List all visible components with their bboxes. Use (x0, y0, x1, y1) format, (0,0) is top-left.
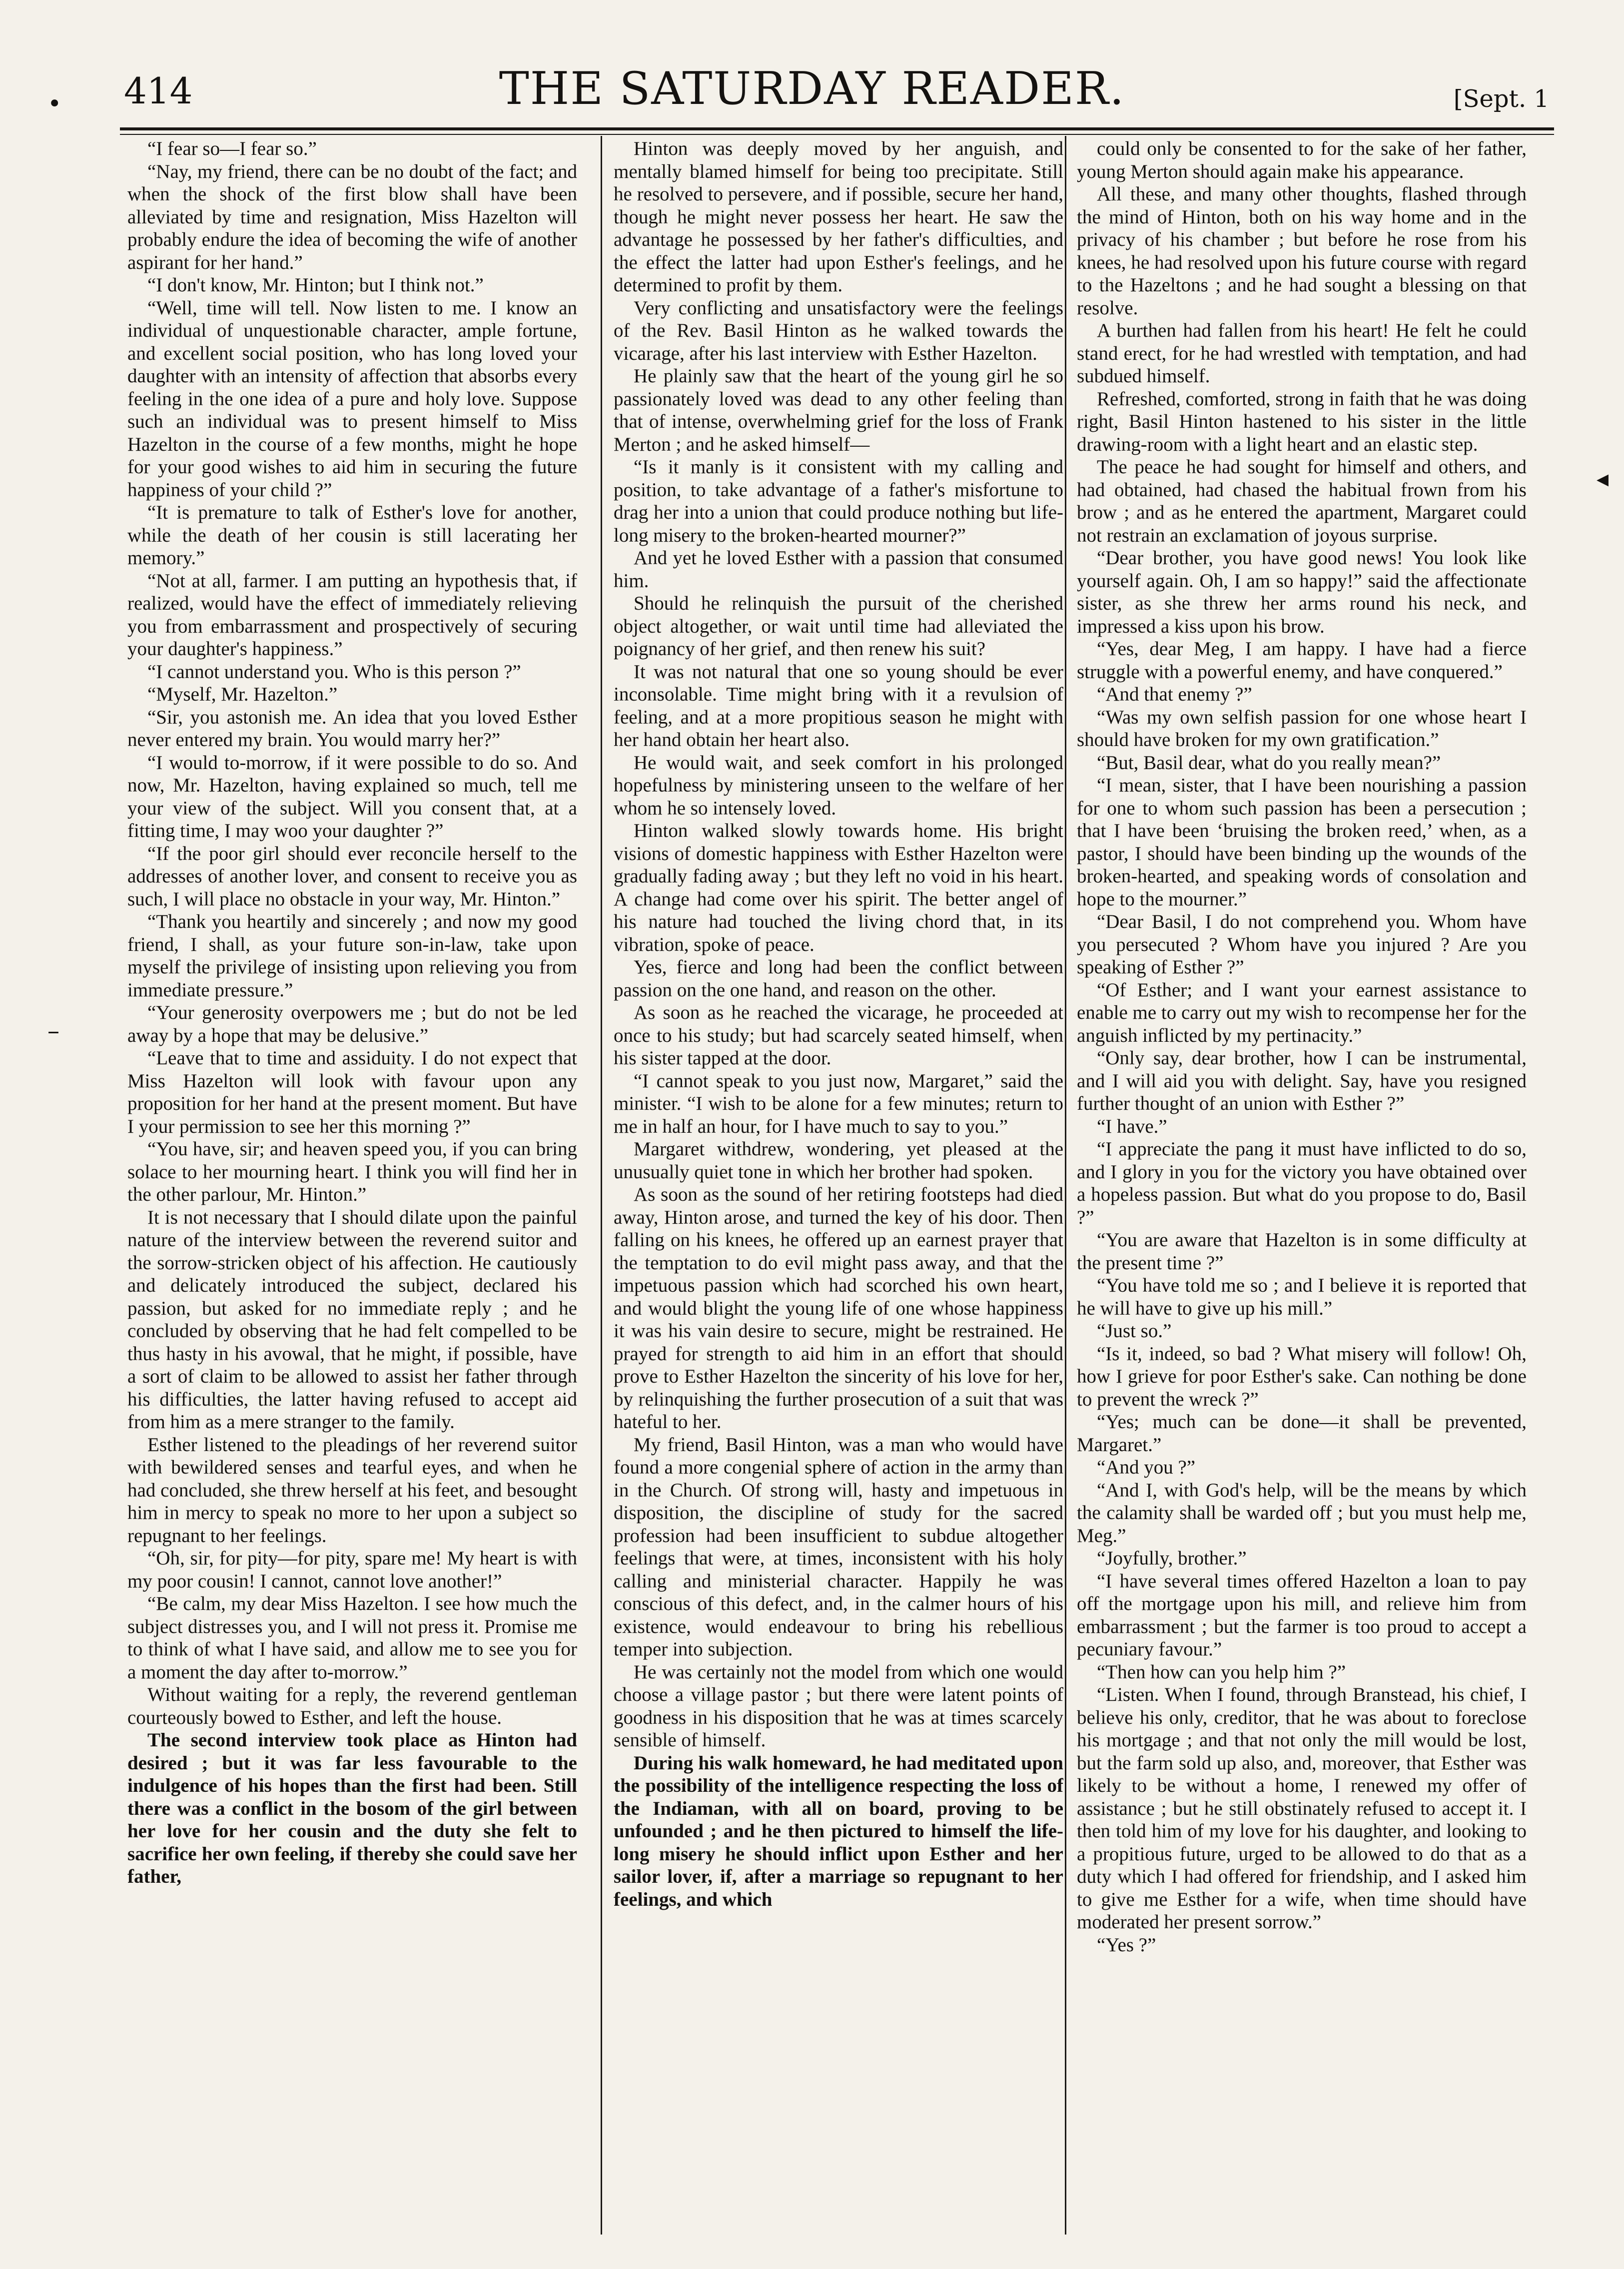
paragraph: “If the poor girl should ever reconcile herself to the addresses of another lover, and consent to receive you as such, I will place no obstacle in your way, Mr. Hinton.” (127, 842, 577, 910)
paragraph: “Your generosity overpowers me ; but do not be led away by a hope that may be delusive.” (127, 1002, 577, 1046)
paragraph: “Well, time will tell. Now listen to me. I know an individual of unquestionable character, ample fortune, and excellent social position, who has long loved your daughter with an intensity of affection that absorbs every feeling in the one idea of a pure and holy love. Suppose such an individual was to present himself to Miss Hazelton in the course of a few months, might he hope for your good wishes to aid him in securing the future happiness of your child ?” (127, 297, 577, 501)
margin-mark-dash: – (47, 1017, 59, 1045)
paragraph: “Be calm, my dear Miss Hazelton. I see how much the subject distresses you, and I will not press it. Promise me to think of what I have said, and allow me to see you for a moment the day after to-morrow.” (127, 1593, 577, 1683)
paragraph: “Was my own selfish passion for one whose heart I should have broken for my own gratification.” (1077, 706, 1527, 751)
paragraph: “Not at all, farmer. I am putting an hypothesis that, if realized, would have the effect of immediately relieving you from embarrassment and prospectively of securing your daughter's happiness.” (127, 570, 577, 660)
margin-mark-left: • (47, 90, 62, 118)
paragraph: “Sir, you astonish me. An idea that you loved Esther never entered my brain. You would marry her?” (127, 706, 577, 751)
text-column-2 (614, 137, 1063, 2236)
paragraph: Esther listened to the pleadings of her reverend suitor with bewildered senses and tearful eyes, and when he had concluded, she threw herself at his feet, and besought him in mercy to speak no more to her upon a subject so repugnant to her feelings. (127, 1434, 577, 1546)
paragraph: “I don't know, Mr. Hinton; but I think not.” (147, 274, 484, 296)
paragraph: As soon as he reached the vicarage, he proceeded at once to his study; but had scarcely seated himself, when his sister tapped at the door. (614, 1002, 1063, 1069)
margin-mark-right: ◂ (1597, 465, 1609, 493)
paragraph: Margaret withdrew, wondering, yet pleased at the unusually quiet tone in which her brother had spoken. (614, 1138, 1063, 1183)
paragraph: Yes, fierce and long had been the conflict between passion on the one hand, and reason on the other. (614, 956, 1063, 1001)
paragraph: Refreshed, comforted, strong in faith that he was doing right, Basil Hinton hastened to his sister in the little drawing-room with a light heart and an elastic step. (1077, 388, 1527, 455)
paragraph: “You are aware that Hazelton is in some difficulty at the present time ?” (1077, 1229, 1527, 1274)
paragraph: Hinton walked slowly towards home. His bright visions of domestic happiness with Esther Hazelton were gradually fading away ; but they left no void in his heart. A change had come over his spirit. The better angel of his nature had touched the living chord that, in its vibration, spoke of peace. (614, 820, 1063, 955)
paragraph: “Yes; much can be done—it shall be prevented, Margaret.” (1077, 1411, 1527, 1456)
paragraph: “Thank you heartily and sincerely ; and now my good friend, I shall, as your future son-in-law, take upon myself the privilege of insisting upon relieving you from immediate pressure.” (127, 911, 577, 1001)
paragraph: “I fear so—I fear so.” (147, 138, 317, 159)
paragraph: As soon as the sound of her retiring footsteps had died away, Hinton arose, and turned the key of his door. Then falling on his knees, he offered up an earnest prayer that the temptation to do evil might pass away, and that the impetuous passion which had scorched his own heart, and would blight the young life of one whose happiness it was his vain desire to secure, might be restrained. He prayed for strength to aid him in an effort that should prove to Esther Hazelton the sincerity of his love for her, by relinquishing the further prosecution of a suit that was hateful to her. (614, 1184, 1063, 1433)
paragraph: Should he relinquish the pursuit of the cherished object altogether, or wait until time had alleviated the poignancy of her grief, and then renew his suit? (614, 593, 1063, 660)
paragraph: He plainly saw that the heart of the young girl he so passionately loved was dead to any other feeling than that of intense, overwhelming grief for the loss of Frank Merton ; and he asked himself— (614, 365, 1063, 455)
paragraph: My friend, Basil Hinton, was a man who would have found a more congenial sphere of action in the army than in the Church. Of strong will, hasty and impetuous in disposition, the discipline of study for the sacred profession had been insufficient to subdue altogether feelings that were, at times, inconsistent with his holy calling and ministerial character. Happily he was conscious of this defect, and, in the calmer hours of his existence, would endeavour to bring his rebellious temper into subjection. (614, 1434, 1063, 1660)
paragraph: “Listen. When I found, through Branstead, his chief, I believe his only, creditor, that he was about to foreclose his mortgage ; and that not only the mill would be lost, but the farm sold up also, and, moreover, that Esther was likely to be without a home, I renewed my offer of assistance ; but he still obstinately refused to accept it. I then told him of my love for his daughter, and looking to a propitious future, urged to be allowed to do that as a duty which I had offered for friendship, and I asked him to give me Esther for a wife, when time should have moderated her present sorrow.” (1077, 1684, 1527, 1933)
paragraph: During his walk homeward, he had meditated upon the possibility of the intelligence respecting the loss of the Indiaman, with all on board, proving to be unfounded ; and he then pictured to himself the life-long misery he should inflict upon Esther and her sailor lover, if, after a marriage so repugnant to her feelings, and which (614, 1752, 1063, 1910)
issue-date: [Sept. 1 (1453, 85, 1549, 113)
paragraph: “Dear brother, you have good news! You look like yourself again. Oh, I am so happy!” said the affectionate sister, as she threw her arms round his neck, and impressed a kiss upon his brow. (1077, 547, 1527, 637)
paragraph: Hinton was deeply moved by her anguish, and mentally blamed himself for being too precipitate. Still he resolved to persevere, and if possible, secure her hand, though he might never possess her heart. He saw the advantage he possessed by her father's difficulties, and the effect the latter had upon Esther's feelings, and he determined to profit by them. (614, 138, 1063, 296)
text-column-3 (1077, 137, 1527, 2236)
column-divider-1 (601, 136, 602, 2235)
paragraph: “It is premature to talk of Esther's love for another, while the death of her cousin is still lacerating her memory.” (127, 502, 577, 569)
paragraph: “I cannot understand you. Who is this person ?” (147, 661, 521, 683)
paragraph: All these, and many other thoughts, flashed through the mind of Hinton, both on his way home and in the privacy of his chamber ; but before he rose from his knees, he had resolved upon his future course with regard to the Hazeltons ; and he had sought a blessing on that resolve. (1077, 183, 1527, 319)
paragraph: He would wait, and seek comfort in his prolonged hopefulness by ministering unseen to the welfare of her whom he so intensely loved. (614, 752, 1063, 819)
header-rule-heavy (120, 127, 1554, 130)
paragraph: And yet he loved Esther with a passion that consumed him. (614, 547, 1063, 592)
paragraph: “But, Basil dear, what do you really mean?” (1097, 752, 1441, 773)
paragraph: “I mean, sister, that I have been nourishing a passion for one to whom such passion has been a persecution ; that I have been ‘bruising the broken reed,’ when, as a pastor, I should have been binding up the wounds of the broken-hearted, and speaking words of consolation and hope to the mourner.” (1077, 774, 1527, 910)
paragraph: “I have several times offered Hazelton a loan to pay off the mortgage upon his mill, and relieve him from embarrassment ; but the farmer is too proud to accept a pecuniary favour.” (1077, 1570, 1527, 1660)
masthead-title: THE SATURDAY READER. (499, 62, 1125, 115)
paragraph: He was certainly not the model from which one would choose a village pastor ; but there were latent points of goodness in his disposition that he was at times scarcely sensible of himself. (614, 1661, 1063, 1751)
paragraph: “Yes ?” (1097, 1934, 1156, 1956)
paragraph: A burthen had fallen from his heart! He felt he could stand erect, for he had wrestled with temptation, and had subdued himself. (1077, 320, 1527, 387)
paragraph: “And I, with God's help, will be the means by which the calamity shall be warded off ; but you must help me, Meg.” (1077, 1479, 1527, 1546)
paragraph: It is not necessary that I should dilate upon the painful nature of the interview between the reverend suitor and the sorrow-stricken object of his affection. He cautiously and delicately introduced the subject, declared his passion, but asked for no immediate reply ; and he concluded by observing that he had felt compelled to be thus hasty in his avowal, that he might, if possible, have a sort of claim to be allowed to assist her father through his difficulties, the latter having refused to accept aid from him as a mere stranger to the family. (127, 1206, 577, 1433)
paragraph: Very conflicting and unsatisfactory were the feelings of the Rev. Basil Hinton as he walked towards the vicarage, after his last interview with Esther Hazelton. (614, 297, 1063, 364)
column-divider-2 (1065, 136, 1066, 2235)
paragraph: “Myself, Mr. Hazelton.” (147, 684, 338, 705)
paragraph: “Then how can you help him ?” (1097, 1661, 1346, 1683)
paragraph: “I would to-morrow, if it were possible to do so. And now, Mr. Hazelton, having explained so much, tell me your view of the subject. Will you consent that, at a fitting time, I may woo your daughter ?” (127, 752, 577, 841)
paragraph: “Leave that to time and assiduity. I do not expect that Miss Hazelton will look with favour upon any proposition for her hand at the present moment. But have I your permission to see her this morning ?” (127, 1047, 577, 1137)
paragraph: “And you ?” (1097, 1457, 1196, 1478)
paragraph: The second interview took place as Hinton had desired ; but it was far less favourable to the indulgence of his hopes than the first had been. Still there was a conflict in the bosom of the girl between her love for her cousin and the duty she felt to sacrifice her own feeling, if thereby she could save her father, (127, 1729, 577, 1887)
paragraph: The peace he had sought for himself and others, and had obtained, had chased the habitual frown from his brow ; and as he entered the apartment, Margaret could not restrain an exclamation of joyous surprise. (1077, 456, 1527, 546)
paragraph: “Oh, sir, for pity—for pity, spare me! My heart is with my poor cousin! I cannot, cannot love another!” (127, 1547, 577, 1592)
paragraph: “Just so.” (1097, 1320, 1172, 1342)
paragraph: “Is it, indeed, so bad ? What misery will follow! Oh, how I grieve for poor Esther's sake. Can nothing be done to prevent the wreck ?” (1077, 1343, 1527, 1410)
paragraph: “I appreciate the pang it must have inflicted to do so, and I glory in you for the victory you have obtained over a hopeless passion. But what do you propose to do, Basil ?” (1077, 1138, 1527, 1228)
paragraph: “I cannot speak to you just now, Margaret,” said the minister. “I wish to be alone for a few minutes; return to me in half an hour, for I have much to say to you.” (614, 1070, 1063, 1137)
paragraph: “You have, sir; and heaven speed you, if you can bring solace to her mourning heart. I think you will find her in the other parlour, Mr. Hinton.” (127, 1138, 577, 1205)
text-column-1 (127, 137, 577, 2236)
header-rule-light (120, 134, 1554, 135)
paragraph: “You have told me so ; and I believe it is reported that he will have to give up his mill.” (1077, 1275, 1527, 1319)
paragraph: “And that enemy ?” (1097, 684, 1252, 705)
paragraph: could only be consented to for the sake of her father, young Merton should again make his appearance. (1077, 138, 1527, 182)
paragraph: “Yes, dear Meg, I am happy. I have had a fierce struggle with a powerful enemy, and have conquered.” (1077, 638, 1527, 683)
paragraph: “Dear Basil, I do not comprehend you. Whom have you persecuted ? Whom have you injured ? Are you speaking of Esther ?” (1077, 911, 1527, 978)
paragraph: Without waiting for a reply, the reverend gentleman courteously bowed to Esther, and left the house. (127, 1684, 577, 1728)
page-number: 414 (124, 70, 193, 112)
paragraph: “Only say, dear brother, how I can be instrumental, and I will aid you with delight. Say, have you resigned further thought of an union with Esther ?” (1077, 1047, 1527, 1114)
paragraph: “Of Esther; and I want your earnest assistance to enable me to carry out my wish to recompense her for the anguish inflicted by my pertinacity.” (1077, 979, 1527, 1046)
paragraph: “Is it manly is it consistent with my calling and position, to take advantage of a father's misfortune to drag her into a union that could produce nothing but life-long misery to the broken-hearted mourner?” (614, 456, 1063, 546)
paragraph: “I have.” (1097, 1115, 1167, 1137)
paragraph: “Joyfully, brother.” (1097, 1547, 1247, 1569)
paragraph: “Nay, my friend, there can be no doubt of the fact; and when the shock of the first blow shall have been alleviated by time and resignation, Miss Hazelton will probably endure the idea of becoming the wife of another aspirant for her hand.” (127, 160, 577, 273)
paragraph: It was not natural that one so young should be ever inconsolable. Time might bring with it a revulsion of feeling, and at a more propitious season he might with her hand obtain her heart also. (614, 661, 1063, 751)
